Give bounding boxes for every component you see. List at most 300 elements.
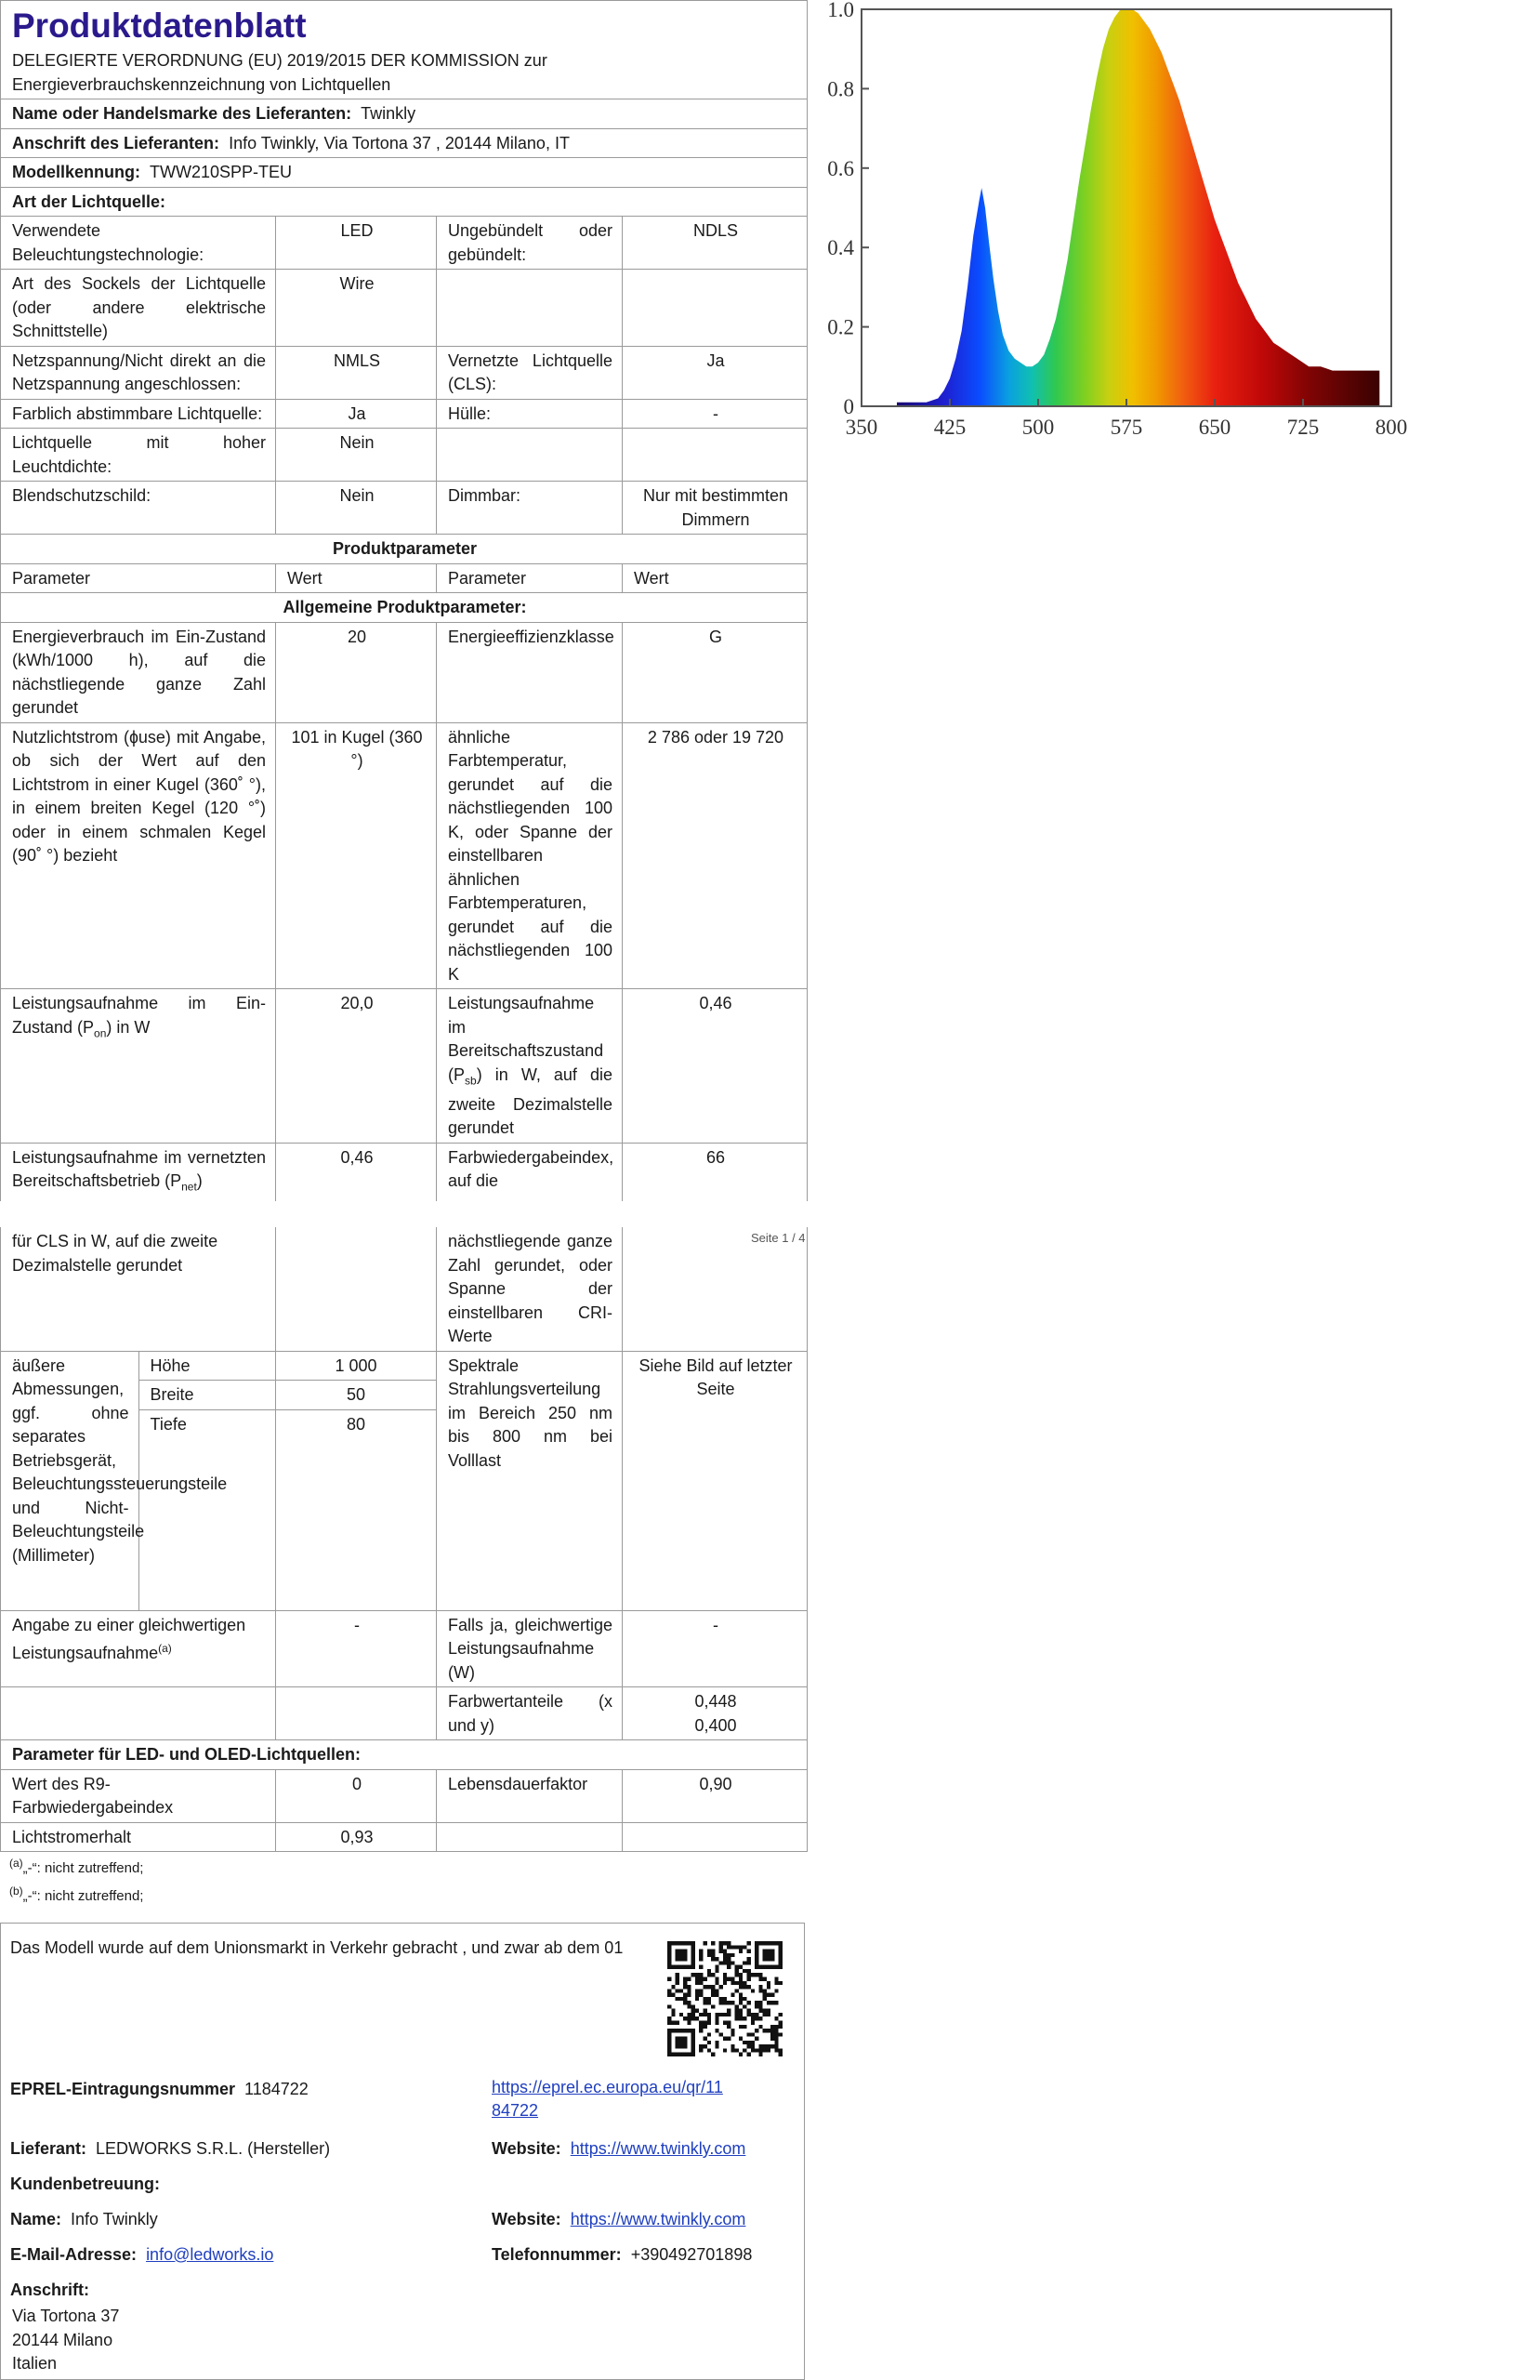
qr-module — [683, 2041, 687, 2044]
qr-module — [758, 1989, 762, 1992]
qr-module — [758, 1965, 762, 1969]
anschrift-value — [12, 2305, 119, 2376]
qr-module — [691, 1941, 695, 1945]
qr-module — [727, 1961, 731, 1964]
x-tick-label: 350 — [845, 416, 878, 437]
dimension-value: 50 — [276, 1381, 436, 1410]
qr-module — [747, 1957, 751, 1961]
qr-module — [751, 1973, 755, 1977]
qr-module — [719, 1985, 723, 1989]
qr-module — [747, 2044, 751, 2048]
qr-module — [707, 1985, 711, 1989]
qr-module — [767, 1965, 770, 1969]
pon-label-text: Leistungsaufnahme im Ein-Zustand (P — [12, 994, 266, 1037]
qr-module — [667, 2041, 671, 2044]
maintenance-label: Lichtstromerhalt — [1, 1822, 276, 1852]
qr-module — [739, 2053, 743, 2056]
qr-module — [691, 2053, 695, 2056]
energy-class-value: G — [623, 622, 808, 722]
y-tick-label: 0.2 — [827, 315, 854, 339]
address-line: Italien — [12, 2354, 58, 2373]
qr-module — [723, 2021, 727, 2025]
qr-module — [767, 1941, 770, 1945]
qr-module — [770, 1993, 774, 1997]
qr-module — [770, 2029, 774, 2032]
type-row — [1, 217, 808, 270]
eprel-link[interactable] — [492, 2076, 723, 2122]
type-row-label: Vernetzte Lichtquelle (CLS): — [437, 346, 623, 399]
qr-module — [671, 1965, 675, 1969]
eprel-value: 1184722 — [244, 2080, 309, 2098]
type-row-value: Ja — [276, 399, 437, 429]
qr-module — [715, 2013, 718, 2016]
qr-module — [711, 2004, 715, 2008]
qr-module — [667, 2053, 671, 2056]
dimensions-subtable — [1, 1352, 276, 1610]
qr-module — [719, 2013, 723, 2016]
qr-module — [774, 2048, 778, 2052]
data-sheet — [0, 0, 807, 1908]
qr-module — [703, 2021, 706, 2025]
type-row — [1, 429, 808, 482]
email-link[interactable]: info@ledworks.io — [146, 2245, 274, 2264]
qr-module — [703, 1977, 706, 1980]
qr-module — [751, 2032, 755, 2036]
type-row-value: NDLS — [623, 217, 808, 270]
qr-module — [723, 2013, 727, 2016]
col-header-parameter: Parameter — [437, 563, 623, 593]
type-row-label: Blendschutzschild: — [1, 482, 276, 535]
qr-module — [671, 1993, 675, 1997]
section-general-parameters: Allgemeine Produktparameter: — [1, 593, 808, 623]
type-row-label: Art des Sockels der Lichtquelle (oder andere elektrische Schnittstelle) — [1, 270, 276, 347]
supplier-value: Twinkly — [361, 104, 416, 123]
qr-module — [687, 1985, 691, 1989]
qr-module — [731, 2048, 734, 2052]
qr-module — [758, 1941, 762, 1945]
life-factor-label: Lebensdauerfaktor — [437, 1769, 623, 1822]
qr-module — [707, 2032, 711, 2036]
equiv-label-text: Angabe zu einer gleichwertigen Leistungsaufnahme — [12, 1615, 246, 1663]
qr-module — [683, 1985, 687, 1989]
qr-module — [667, 1950, 671, 1953]
qr-module — [739, 2013, 743, 2016]
qr-module — [667, 2016, 671, 2020]
qr-module — [747, 1941, 751, 1945]
section-led-parameters: Parameter für LED- und OLED-Lichtquellen: — [1, 1740, 808, 1770]
qr-module — [731, 1961, 734, 1964]
type-row — [1, 482, 808, 535]
qr-module — [779, 1957, 783, 1961]
r9-value: 0 — [276, 1769, 437, 1822]
qr-module — [767, 2029, 770, 2032]
qr-module — [676, 2041, 679, 2044]
dimension-value: 80 — [346, 1414, 366, 1434]
qr-module — [735, 2009, 739, 2013]
qr-module — [679, 2053, 683, 2056]
qr-module — [711, 1973, 715, 1977]
qr-module — [763, 1941, 767, 1945]
qr-module — [731, 1977, 734, 1980]
website2-link[interactable]: https://www.twinkly.com — [570, 2210, 746, 2228]
lieferant-value: LEDWORKS S.R.L. (Hersteller) — [96, 2139, 331, 2158]
qr-module — [719, 1941, 723, 1945]
qr-module — [687, 2016, 691, 2020]
qr-module — [667, 2037, 671, 2041]
col-header-parameter: Parameter — [1, 563, 276, 593]
qr-module — [679, 1941, 683, 1945]
qr-module — [695, 1981, 699, 1985]
kunden-label: Kundenbetreuung: — [10, 2175, 160, 2193]
qr-module — [751, 2041, 755, 2044]
cri-value: 66 — [623, 1143, 808, 1201]
qr-module — [739, 2025, 743, 2029]
qr-module — [687, 2004, 691, 2008]
energy-class-label: Energieeffizienzklasse — [437, 622, 623, 722]
model-value: TWW210SPP-TEU — [150, 163, 293, 181]
qr-module — [770, 1953, 774, 1957]
qr-module — [671, 2013, 675, 2016]
qr-module — [770, 1941, 774, 1945]
qr-module — [676, 2021, 679, 2025]
eprel-link-line[interactable]: https://eprel.ec.europa.eu/qr/11 — [492, 2078, 723, 2096]
qr-module — [691, 2016, 695, 2020]
qr-module — [739, 1945, 743, 1949]
chroma-x: 0,448 — [694, 1692, 737, 1712]
type-row-value — [623, 429, 808, 482]
type-row — [1, 270, 808, 347]
qr-module — [687, 1977, 691, 1980]
column-header-row — [1, 563, 808, 593]
qr-module — [676, 2044, 679, 2048]
pon-subscript: on — [94, 1026, 107, 1040]
qr-module — [770, 1957, 774, 1961]
qr-module — [667, 1965, 671, 1969]
type-row-label: Verwendete Beleuchtungstechnologie: — [1, 217, 276, 270]
flux-value: 101 in Kugel (360 °) — [276, 722, 437, 989]
equiv-footnote-mark: (a) — [158, 1642, 172, 1656]
dimensions-label: äußere Abmessungen, ggf. ohne separates Betriebsgerät, Beleuchtungssteuerungsteile und Nicht-Beleuchtungsteile (Millimeter) — [1, 1352, 138, 1610]
data-sheet-table — [0, 0, 808, 1852]
qr-module — [667, 2029, 671, 2032]
qr-module — [671, 2009, 675, 2013]
pon-label — [1, 989, 276, 1144]
qr-module — [715, 1977, 718, 1980]
qr-module — [683, 1977, 687, 1980]
y-tick-label: 0 — [843, 395, 854, 418]
qr-module — [691, 1957, 695, 1961]
qr-module — [751, 2048, 755, 2052]
qr-module — [715, 2021, 718, 2025]
website2-label: Website: — [492, 2210, 561, 2228]
qr-module — [711, 1989, 715, 1992]
qr-module — [699, 1981, 703, 1985]
type-row-label: Hülle: — [437, 399, 623, 429]
equiv2-value: - — [623, 1610, 808, 1687]
qr-module — [703, 2001, 706, 2004]
address-line: Via Tortona 37 — [12, 2307, 120, 2325]
psb-label-unit: ) in W, auf die zweite Dezimalstelle gerundet — [448, 1064, 612, 1138]
qr-module — [671, 2029, 675, 2032]
qr-module — [747, 1950, 751, 1953]
qr-module — [691, 1945, 695, 1949]
qr-module — [687, 1941, 691, 1945]
qr-code — [667, 1941, 783, 2056]
dimension-name: Höhe — [138, 1352, 276, 1381]
qr-module — [671, 2021, 675, 2025]
chroma-y: 0,400 — [694, 1715, 737, 1735]
qr-module — [723, 1973, 727, 1977]
type-row-label — [437, 429, 623, 482]
qr-module — [774, 2001, 778, 2004]
qr-module — [719, 2001, 723, 2004]
qr-module — [763, 1997, 767, 2001]
qr-module — [755, 1941, 758, 1945]
type-row-label — [437, 270, 623, 347]
y-tick-label: 1.0 — [827, 0, 854, 21]
qr-module — [743, 2041, 746, 2044]
model-label: Modellkennung: — [12, 163, 140, 181]
name-label: Name: — [10, 2210, 62, 2228]
qr-module — [739, 1985, 743, 1989]
qr-module — [676, 2037, 679, 2041]
qr-module — [758, 2004, 762, 2008]
qr-module — [707, 1953, 711, 1957]
qr-module — [739, 1965, 743, 1969]
qr-module — [758, 1973, 762, 1977]
qr-module — [723, 2001, 727, 2004]
qr-module — [755, 1957, 758, 1961]
qr-module — [719, 1950, 723, 1953]
qr-module — [758, 2048, 762, 2052]
qr-module — [691, 1950, 695, 1953]
qr-module — [711, 1957, 715, 1961]
qr-module — [758, 2016, 762, 2020]
pnet-label-text: Leistungsaufnahme im vernetzten Bereitschaftsbetrieb (P — [12, 1147, 266, 1191]
qr-module — [715, 1993, 718, 1997]
website-link[interactable]: https://www.twinkly.com — [570, 2139, 746, 2158]
qr-module — [747, 2013, 751, 2016]
qr-module — [735, 2048, 739, 2052]
qr-module — [703, 2009, 706, 2013]
qr-module — [727, 2009, 731, 2013]
qr-module — [715, 2029, 718, 2032]
qr-module — [723, 1977, 727, 1980]
qr-module — [758, 2044, 762, 2048]
qr-module — [695, 2009, 699, 2013]
qr-module — [667, 2021, 671, 2025]
qr-module — [770, 2037, 774, 2041]
qr-module — [683, 2037, 687, 2041]
qr-module — [711, 1950, 715, 1953]
qr-module — [715, 1989, 718, 1992]
qr-module — [758, 1977, 762, 1980]
qr-module — [779, 2021, 783, 2025]
page-title: Produktdatenblatt — [12, 7, 307, 45]
qr-module — [755, 2037, 758, 2041]
email-label: E-Mail-Adresse: — [10, 2245, 138, 2264]
qr-module — [755, 1965, 758, 1969]
pnet-subscript: net — [181, 1180, 197, 1194]
phone-value: +390492701898 — [630, 2245, 753, 2264]
qr-module — [743, 1985, 746, 1989]
qr-module — [735, 2013, 739, 2016]
qr-module — [767, 1985, 770, 1989]
qr-module — [763, 1989, 767, 1992]
col-header-value: Wert — [623, 563, 808, 593]
qr-module — [774, 2032, 778, 2036]
qr-module — [707, 2013, 711, 2016]
qr-module — [687, 1965, 691, 1969]
name-value: Info Twinkly — [71, 2210, 158, 2228]
qr-module — [774, 2025, 778, 2029]
type-row — [1, 399, 808, 429]
qr-module — [743, 2004, 746, 2008]
qr-module — [687, 1993, 691, 1997]
qr-module — [763, 2044, 767, 2048]
qr-module — [727, 1977, 731, 1980]
qr-module — [676, 2053, 679, 2056]
qr-module — [747, 1977, 751, 1980]
qr-module — [683, 1957, 687, 1961]
type-row-label: Netzspannung/Nicht direkt an die Netzspannung angeschlossen: — [1, 346, 276, 399]
qr-module — [755, 2004, 758, 2008]
qr-module — [779, 1965, 783, 1969]
type-row-value — [623, 270, 808, 347]
qr-module — [695, 2016, 699, 2020]
equiv-label — [1, 1610, 276, 1687]
qr-module — [679, 2029, 683, 2032]
qr-module — [676, 1989, 679, 1992]
cri-label-continued: nächstliegende ganze Zahl gerundet, oder Spanne der einstellbaren CRI-Werte — [437, 1227, 623, 1351]
qr-module — [719, 1945, 723, 1949]
qr-module — [743, 1961, 746, 1964]
qr-module — [711, 1985, 715, 1989]
qr-module — [715, 2016, 718, 2020]
qr-module — [770, 2001, 774, 2004]
qr-module — [767, 2013, 770, 2016]
param-row — [1, 1769, 808, 1822]
type-row-label: Farblich abstimmbare Lichtquelle: — [1, 399, 276, 429]
qr-module — [683, 1965, 687, 1969]
qr-module — [723, 1981, 727, 1985]
dimension-name: Tiefe — [150, 1414, 187, 1434]
qr-module — [767, 2009, 770, 2013]
qr-module — [735, 1965, 739, 1969]
qr-module — [679, 1965, 683, 1969]
y-tick-label: 0.6 — [827, 156, 854, 180]
qr-module — [699, 2013, 703, 2016]
eprel-label: EPREL-Eintragungsnummer — [10, 2080, 236, 2098]
energy-value: 20 — [276, 622, 437, 722]
qr-module — [707, 1969, 711, 1973]
qr-module — [679, 2044, 683, 2048]
qr-module — [727, 1945, 731, 1949]
qr-module — [739, 2016, 743, 2020]
anschrift-label: Anschrift: — [10, 2281, 89, 2299]
qr-module — [731, 1953, 734, 1957]
qr-module — [707, 2016, 711, 2020]
qr-module — [679, 1997, 683, 2001]
param-row — [1, 1687, 808, 1740]
qr-module — [691, 2004, 695, 2008]
qr-module — [739, 1977, 743, 1980]
qr-module — [695, 1993, 699, 1997]
qr-module — [667, 1977, 671, 1980]
qr-module — [735, 2004, 739, 2008]
qr-module — [770, 1965, 774, 1969]
eprel-link-line[interactable]: 84722 — [492, 2101, 539, 2120]
param-row — [1, 622, 808, 722]
qr-module — [747, 2041, 751, 2044]
qr-module — [755, 1953, 758, 1957]
qr-module — [755, 2016, 758, 2020]
y-tick-label: 0.8 — [827, 77, 854, 101]
footnote — [0, 1880, 807, 1908]
website-label: Website: — [492, 2139, 561, 2158]
qr-module — [695, 1977, 699, 1980]
y-tick-label: 0.4 — [827, 236, 854, 260]
qr-module — [687, 2001, 691, 2004]
qr-module — [711, 1941, 715, 1945]
qr-module — [735, 1945, 739, 1949]
address-line: 20144 Milano — [12, 2330, 113, 2349]
qr-module — [691, 2048, 695, 2052]
x-tick-label: 575 — [1110, 416, 1143, 437]
qr-module — [743, 1997, 746, 2001]
qr-module — [731, 1993, 734, 1997]
qr-module — [763, 1993, 767, 1997]
cct-label: ähnliche Farbtemperatur, gerundet auf die nächstliegenden 100 K, oder Spanne der einstellbaren ähnlichen Farbtemperaturen, gerundet auf die nächstliegenden 100 K — [437, 722, 623, 989]
qr-module — [747, 2009, 751, 2013]
qr-module — [755, 1973, 758, 1977]
qr-module — [770, 2025, 774, 2029]
qr-module — [667, 2004, 671, 2008]
type-row-value: - — [623, 399, 808, 429]
address-label: Anschrift des Lieferanten: — [12, 133, 220, 152]
type-row-value: Wire — [276, 270, 437, 347]
qr-module — [715, 2044, 718, 2048]
qr-module — [703, 1985, 706, 1989]
qr-module — [735, 1981, 739, 1985]
qr-module — [707, 1997, 711, 2001]
qr-module — [667, 2044, 671, 2048]
dimension-value: 1 000 — [276, 1352, 436, 1382]
cri-label: Farbwiedergabeindex, auf die — [437, 1143, 623, 1201]
x-tick-label: 650 — [1198, 416, 1231, 437]
footnote-mark: (b) — [9, 1884, 23, 1898]
qr-module — [691, 2044, 695, 2048]
qr-module — [779, 1945, 783, 1949]
qr-module — [770, 2032, 774, 2036]
qr-module — [727, 1957, 731, 1961]
qr-module — [687, 2021, 691, 2025]
qr-module — [687, 1989, 691, 1992]
qr-module — [751, 2021, 755, 2025]
qr-module — [727, 2001, 731, 2004]
qr-module — [683, 1997, 687, 2001]
qr-module — [751, 1989, 755, 1992]
qr-module — [763, 2029, 767, 2032]
qr-module — [747, 2053, 751, 2056]
qr-module — [683, 1941, 687, 1945]
param-row — [1, 1822, 808, 1852]
psb-label-text: Leistungsaufnahme im Bereitschaftszustand (P — [448, 994, 604, 1084]
type-row-value: Nein — [276, 429, 437, 482]
qr-module — [739, 1997, 743, 2001]
spectral-distribution-chart — [809, 0, 1540, 437]
qr-module — [691, 1965, 695, 1969]
